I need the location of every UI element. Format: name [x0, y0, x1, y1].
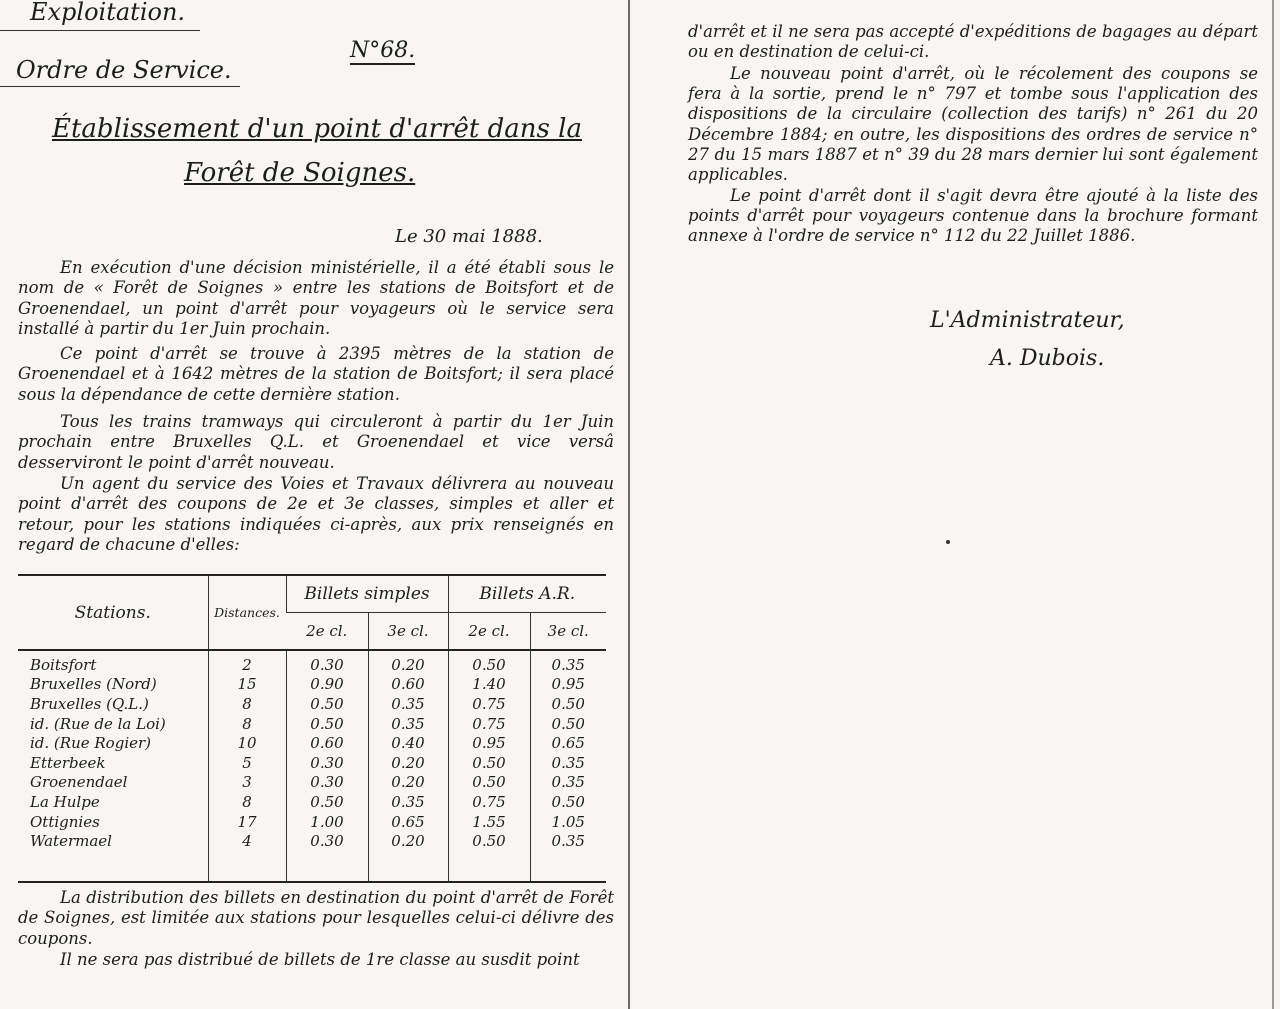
document-title-line-1: Établissement d'un point d'arrêt dans la [52, 114, 582, 144]
fare-table [18, 574, 606, 883]
order-number: N°68. [350, 38, 416, 63]
table-row: La Hulpe 8 0.50 0.35 0.75 0.50 [18, 792, 606, 812]
signature-title: L'Administrateur, [930, 308, 1125, 333]
left-page [0, 0, 630, 1009]
table-row: Boitsfort 2 0.30 0.20 0.50 0.35 [18, 650, 606, 675]
document-type-heading: Ordre de Service. [16, 56, 232, 84]
table-row: Ottignies 17 1.00 0.65 1.55 1.05 [18, 812, 606, 832]
header-billets-simples: Billets simples [286, 575, 448, 613]
document-title-line-2: Forêt de Soignes. [184, 158, 416, 188]
header-billets-ar: Billets A.R. [448, 575, 606, 613]
table-row: Bruxelles (Nord) 15 0.90 0.60 1.40 0.95 [18, 675, 606, 695]
header-3e-classe: 3e cl. [368, 613, 448, 651]
paragraph: La distribution des billets en destination du point d'arrêt de Forêt de Soignes, est limitée aux stations pour lesquelles celui-ci délivre des coupons. [18, 888, 614, 948]
header-distances: Distances. [208, 575, 286, 650]
table-row: Groenendael 3 0.30 0.20 0.50 0.35 [18, 773, 606, 793]
paragraph: Le point d'arrêt dont il s'agit devra être ajouté à la liste des points d'arrêt pour voyageurs contenue dans la brochure formant annexe à l'ordre de service n° 112 du 22 Juillet 1886. [688, 186, 1258, 246]
paragraph: Un agent du service des Voies et Travaux délivrera au nouveau point d'arrêt des coupons de 2e et 3e classes, simples et aller et retour, pour les stations indiquées ci-après, aux prix renseignés en regard de chacune d'elles: [18, 474, 614, 555]
document-date: Le 30 mai 1888. [395, 226, 543, 247]
table-row: id. (Rue Rogier) 10 0.60 0.40 0.95 0.65 [18, 733, 606, 753]
paragraph: Il ne sera pas distribué de billets de 1re classe au susdit point [60, 950, 580, 969]
table-row: Watermael 4 0.30 0.20 0.50 0.35 [18, 831, 606, 882]
page-edge [1272, 0, 1274, 1009]
paragraph: Ce point d'arrêt se trouve à 2395 mètres de la station de Groenendael et à 1642 mètres de la station de Boitsfort; il sera placé sous la dépendance de cette dernière station. [18, 344, 614, 404]
paragraph: d'arrêt et il ne sera pas accepté d'expéditions de bagages au départ ou en destination de celui-ci. [688, 22, 1258, 62]
heading-rule [0, 30, 200, 32]
department-heading: Exploitation. [30, 0, 186, 26]
paragraph: En exécution d'une décision ministérielle, il a été établi sous le nom de « Forêt de Soignes » entre les stations de Boitsfort et de Groenendael, un point d'arrêt pour voyageurs où le service sera installé à partir du 1er Juin prochain. [18, 258, 614, 339]
header-2e-classe: 2e cl. [306, 622, 348, 640]
ink-speck [946, 540, 950, 544]
paragraph: Tous les trains tramways qui circuleront à partir du 1er Juin prochain entre Bruxelles Q.L. et Groenendael et vice versâ desserviront le point d'arrêt nouveau. [18, 412, 614, 472]
table-row: id. (Rue de la Loi) 8 0.50 0.35 0.75 0.50 [18, 714, 606, 734]
table-row: Etterbeek 5 0.30 0.20 0.50 0.35 [18, 753, 606, 773]
header-2e-classe: 2e cl. [448, 613, 530, 651]
paragraph: Le nouveau point d'arrêt, où le récolement des coupons se fera à la sortie, prend le n° 797 et tombe sous l'application des dispositions de la circulaire (collection des tarifs) n° 261 du 20 Décembre 1884; en outre, les dispositions des ordres de service n° 27 du 15 mars 1887 et n° 39 du 28 mars dernier lui sont également applicables. [688, 64, 1258, 185]
header-3e-classe: 3e cl. [530, 613, 606, 651]
heading-rule [0, 86, 240, 87]
header-stations: Stations. [18, 575, 208, 650]
table-row: Bruxelles (Q.L.) 8 0.50 0.35 0.75 0.50 [18, 694, 606, 714]
signature-name: A. Dubois. [990, 346, 1105, 371]
